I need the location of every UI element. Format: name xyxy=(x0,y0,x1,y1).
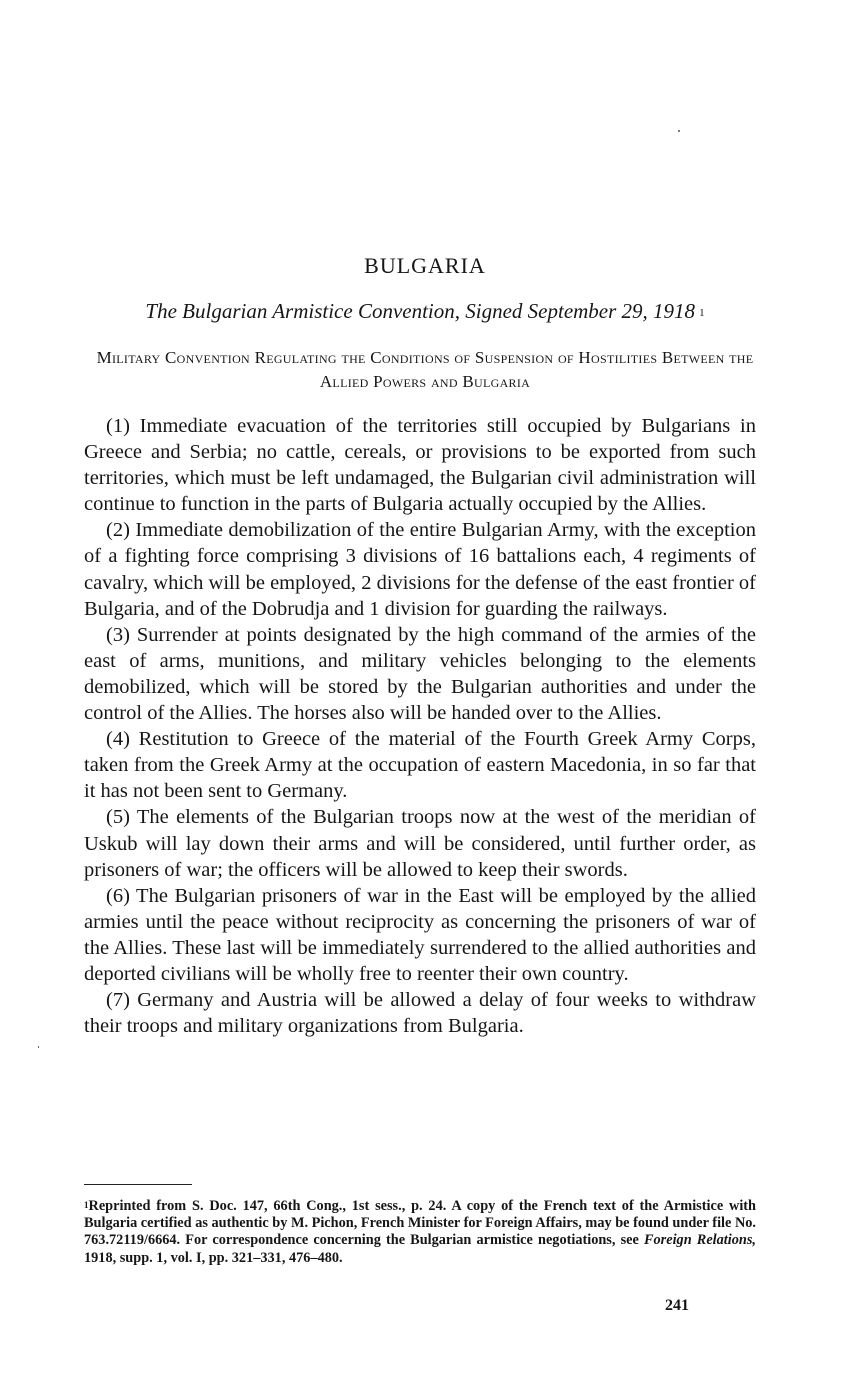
articles-body xyxy=(84,413,756,1039)
footnote-text-end: 1918, supp. 1, vol. I, pp. 321–331, 476–480. xyxy=(84,1249,343,1266)
article-paragraph-2: (2) Immediate demobilization of the entire Bulgarian Army, with the exception of a fighting force comprising 3 divisions of 16 battalions each, 4 regiments of cavalry, which will be employed, 2 divisions for the defense of the east frontier of Bulgaria, and of the Dobrudja and 1 division for guarding the railways. xyxy=(84,519,756,620)
footnote-marker: 1 xyxy=(84,1200,89,1210)
document-subtitle xyxy=(60,296,790,326)
scan-speck xyxy=(38,1046,39,1048)
article-paragraph-7: (7) Germany and Austria will be allowed a delay of four weeks to withdraw their troops and military organizations from Bulgaria. xyxy=(84,989,756,1038)
footnote-reference: 1 xyxy=(699,307,705,319)
footnote xyxy=(84,1198,756,1267)
footnote-text: Reprinted from S. Doc. 147, 66th Cong., 1st sess., p. 24. A copy of the French text of the Armistice with Bulgaria certified as authentic by M. Pichon, French Minister for Foreign Affairs, may be found under file No. 763.72119/6664. For correspondence concerning the Bulgarian armistice negotiations, see xyxy=(84,1198,756,1249)
article-paragraph-1: (1) Immediate evacuation of the territories still occupied by Bulgarians in Greece and Serbia; no cattle, cereals, or provisions to be exported from such territories, which must be left undamaged, the Bulgarian civil administration will continue to function in the parts of Bulgaria actually occupied by the Allies. xyxy=(84,415,756,516)
footnote-italic-title: Foreign Relations, xyxy=(643,1232,756,1249)
article-paragraph-3: (3) Surrender at points designated by the high command of the armies of the east of arms, munitions, and military vehicles belonging to the elements demobilized, which will be stored by the Bulgarian authorities and under the control of the Allies. The horses also will be handed over to the Allies. xyxy=(84,623,756,725)
article-paragraph-5: (5) The elements of the Bulgarian troops now at the west of the meridian of Uskub will lay down their arms and will be considered, until further order, as prisoners of war; the officers will be allowed to keep their swords. xyxy=(84,806,756,881)
scan-speck xyxy=(678,130,680,132)
page-heading: BULGARIA xyxy=(364,253,486,278)
article-paragraph-4: (4) Restitution to Greece of the material of the Fourth Greek Army Corps, taken from the Greek Army at the occupation of eastern Macedonia, in so far that it has not been sent to Germany. xyxy=(84,728,756,803)
article-paragraph-6: (6) The Bulgarian prisoners of war in the East will be employed by the allied armies until the peace without reciprocity as concerning the prisoners of war of the Allies. These last will be immediately surrendered to the allied authorities and deported civilians will be wholly free to reenter their own country. xyxy=(84,884,756,985)
subtitle-text: The Bulgarian Armistice Convention, Signed September 29, 1918 xyxy=(145,299,696,323)
page-number: 241 xyxy=(665,1297,689,1314)
footnote-divider xyxy=(84,1184,192,1185)
convention-title: Military Convention Regulating the Conditions of Suspension of Hostilities Between the Allied Powers and Bulgaria xyxy=(96,348,754,391)
